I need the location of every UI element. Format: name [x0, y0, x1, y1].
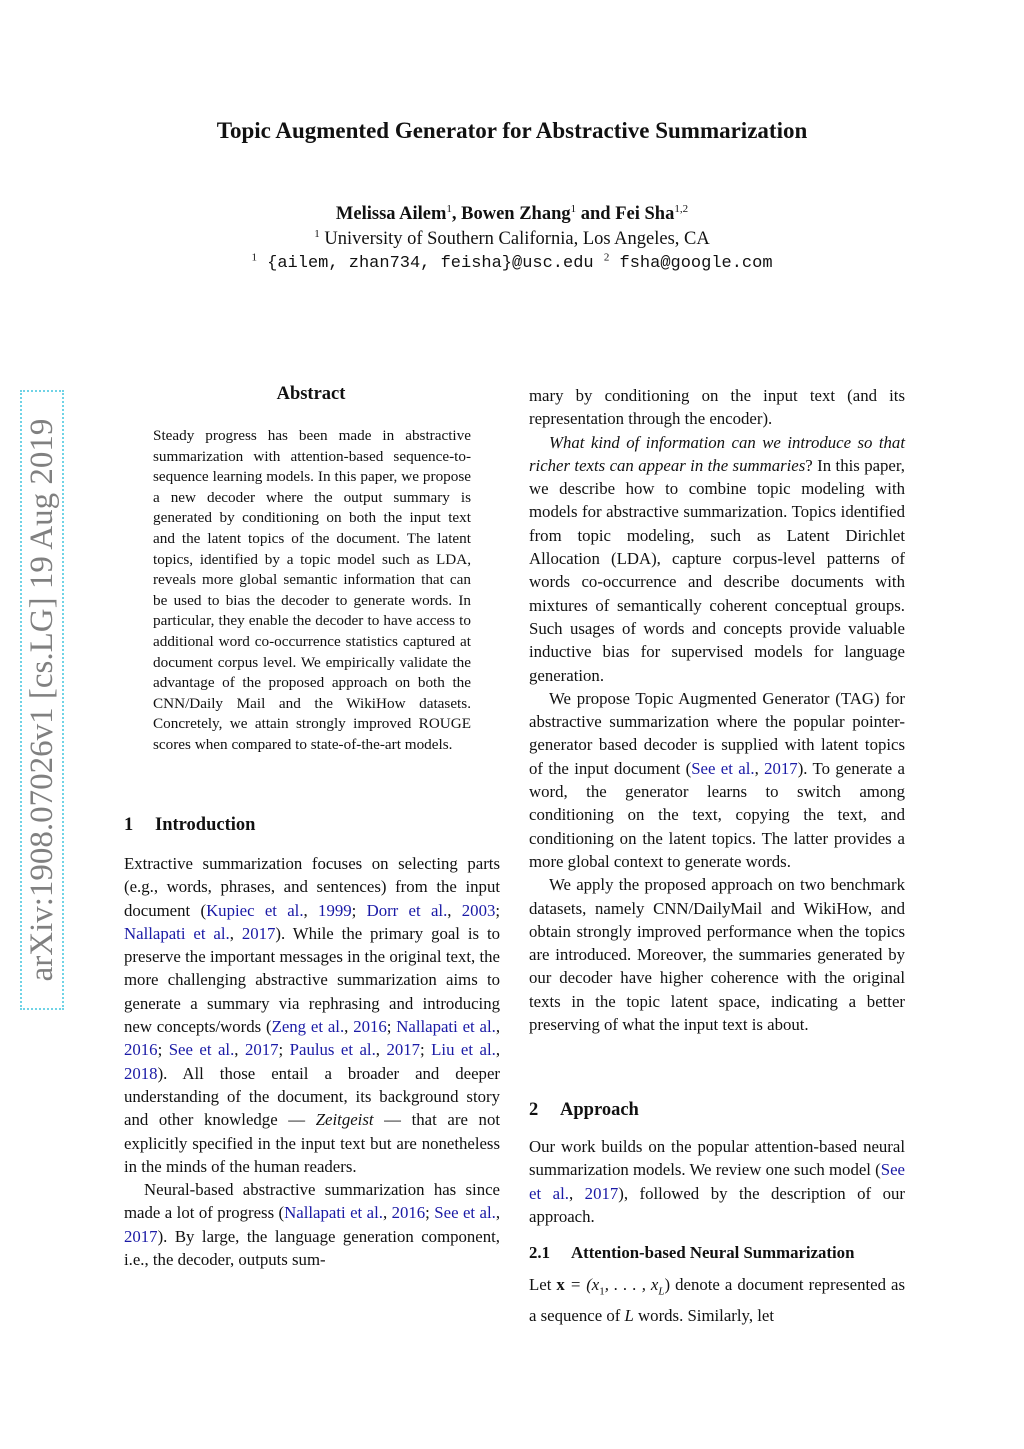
subsection-title: Attention-based Neural Summarization [571, 1243, 855, 1262]
text-run: Extractive summarization focuses on selecting parts (e.g., words, phrases, and sentences) from the input document ( [124, 854, 500, 920]
author-separator: and [576, 204, 616, 224]
text-run: ), followed by the description of our approach. [529, 1183, 905, 1226]
citation-link[interactable]: 2016 [124, 1040, 158, 1060]
text-run: ). To generate a word, the generator learns to switch among conditioning on the text, copying the text, and conditioning on the latent topics. The latter provides a more global context to generate words. [529, 758, 905, 871]
email: fsha@google.com [609, 254, 773, 273]
text-run: Neural-based abstractive summarization has since made a lot of progress ( [124, 1180, 500, 1223]
author-name: Fei Sha [615, 204, 675, 224]
affil-mark: 2 [603, 251, 610, 264]
text-run: ? In this paper, we describe how to combine topic modeling with models for abstractive summarization. Topics identified from topic modeling, such as Latent Dirichlet Allocation (LDA), capture corpus-level patterns of words co-occurrence and describe documents with mixtures of semantically coherent conceptual groups. Such usages of words and concepts provide valuable inductive bias for supervised models for language generation. [529, 455, 905, 685]
citation-link[interactable]: Nallapati et al. [396, 1017, 496, 1037]
citation-link[interactable]: 2017 [241, 923, 276, 943]
section-title: Approach [560, 1100, 639, 1120]
paper-title: Topic Augmented Generator for Abstractive Summarization [216, 118, 808, 143]
subsection-body [529, 1273, 905, 1327]
citation-link[interactable]: 2017 [764, 758, 798, 778]
paragraph: Neural-based abstractive summarization has since made a lot of progress (Nallapati et al., 2016; See et al., 2017). By large, the language generation component, i.e., the decoder, outputs sum- [124, 1180, 501, 1270]
author-affil-mark: 1 [446, 202, 452, 215]
author-name: Bowen Zhang [461, 204, 571, 224]
paragraph: Extractive summarization focuses on selecting parts (e.g., words, phrases, and sentences) from the input document (Kupiec et al., 1999; Dorr et al., 2003; Nallapati et al., 2017). While the primary goal is to preserve the important messages in the original text, the more challenging abstractive summarization aims to generate a summary via rephrasing and introducing new concepts/words (Zeng et al., 2016; Nallapati et al., 2016; See et al., 2017; Paulus et al., 2017; Liu et al., 2018). All those entail a broader and deeper understanding of the document, its background story and other knowledge — Zeitgeist — that are not explicitly specified in the input text but are nonetheless in the minds of the human readers. [124, 854, 501, 1176]
citation-link[interactable]: Zeng et al. [271, 1017, 345, 1037]
affil-mark: 1 [314, 227, 320, 240]
paragraph: Our work builds on the popular attention-based neural summarization models. We review one such model (See et al., 2017), followed by the description of our approach. [529, 1137, 905, 1226]
paragraph [529, 873, 905, 1036]
section-heading-approach [529, 1100, 639, 1121]
citation-link[interactable]: Dorr et al. [366, 900, 448, 920]
subsection-number: 2.1 [529, 1243, 550, 1262]
abstract-heading: Abstract [276, 384, 346, 404]
affil-mark: 1 [251, 251, 257, 264]
citation-link[interactable]: 2017 [244, 1040, 279, 1060]
approach-body [529, 1135, 905, 1228]
text-run: ). While the primary goal is to preserve the important messages in the original text, the more challenging abstractive summarization aims to generate a summary via rephrasing and introducing new concepts/words ( [124, 923, 500, 1037]
author-affil-mark: 1,2 [674, 202, 689, 215]
italic-text: What kind of information can we introduce so that richer texts can appear in the summaries [529, 432, 905, 475]
right-column-body [529, 384, 905, 1036]
author-separator: , [451, 204, 462, 224]
citation-link[interactable]: 2017 [386, 1040, 421, 1060]
citation-link[interactable]: 2017 [124, 1226, 158, 1246]
subsection-heading [529, 1243, 854, 1263]
abstract-body: Steady progress has been made in abstractive summarization with attention-based sequence-to-sequence learning models. In this paper, we propose a new decoder where the output summary is generated by conditioning on both the input text and the latent topics of the document. The latent topics, identified by a topic model such as LDA, reveals more global semantic information that can be used to bias the decoder to generate words. In particular, they enable the decoder to have access to additional word co-occurrence statistics captured at document corpus level. We empirically validate the advantage of the proposed approach on both the CNN/Daily Mail and the WikiHow datasets. Concretely, we attain strongly improved ROUGE scores when compared to state-of-the-art models. [153, 427, 471, 753]
text-run: — that are not explicitly specified in the input text but are nonetheless in the minds of the human readers. [124, 1110, 500, 1176]
citation-link[interactable]: Nallapati et al. [284, 1203, 383, 1223]
citation-link[interactable]: 2016 [391, 1203, 426, 1223]
text-run: ). By large, the language generation component, i.e., the decoder, outputs sum- [124, 1226, 500, 1270]
citation-link[interactable]: See et al. [691, 758, 755, 778]
author-affil-mark: 1 [570, 202, 577, 215]
paragraph: Let $x = (x_1$, . . . , $x_L$) denote a document represented as a sequence of L words. Similarly, let [529, 1275, 905, 1325]
text-run: Our work builds on the popular attention-based neural summarization models. We review one such model ( [529, 1137, 905, 1180]
author-name: Melissa Ailem [335, 204, 447, 224]
citation-link[interactable]: See et al. [168, 1040, 235, 1060]
citation-link[interactable]: 2003 [461, 900, 496, 920]
italic-text: Zeitgeist [315, 1110, 374, 1130]
citation-link[interactable]: Liu et al. [431, 1040, 496, 1060]
affiliation-text: University of Southern California, Los Angeles, CA [319, 229, 710, 249]
text-run: ). All those entail a broader and deeper understanding of the document, its background story and other knowledge — [124, 1063, 500, 1130]
citation-link[interactable]: See et al. [434, 1203, 496, 1223]
citation-link[interactable]: 2017 [584, 1183, 619, 1203]
section-heading-introduction [124, 815, 255, 836]
arxiv-stamp: arXiv:1908.07026v1 [cs.LG] 19 Aug 2019 [20, 390, 64, 1010]
paragraph [529, 384, 905, 431]
math-symbol: x [556, 1275, 565, 1294]
paragraph [529, 431, 905, 687]
text-run: mary by conditioning on the input text (and its representation through the encoder). [529, 386, 905, 429]
section-number: 1 [124, 815, 134, 835]
citation-link[interactable]: See et al. [529, 1160, 905, 1203]
author-list [0, 204, 1024, 225]
text-run: We apply the proposed approach on two benchmark datasets, namely CNN/DailyMail and WikiHow, and obtain strongly improved performance when the topics are introduced. Moreover, the summaries generated by our decoder have higher coherence with the original texts in the topic latent space, indicating a better preserving of what the input text is about. [529, 875, 905, 1035]
math-symbol: L [624, 1305, 634, 1325]
citation-link[interactable]: Nallapati et al. [124, 923, 230, 943]
citation-link[interactable]: Kupiec et al. [206, 900, 304, 920]
left-column-body [124, 852, 500, 1271]
section-title: Introduction [155, 815, 256, 835]
citation-link[interactable]: 1999 [318, 900, 352, 920]
math-expr: = (x [564, 1275, 600, 1294]
author-emails [0, 251, 1024, 273]
affiliation [0, 229, 1024, 250]
citation-link[interactable]: Paulus et al. [289, 1040, 376, 1060]
paragraph: We propose Topic Augmented Generator (TAG) for abstractive summarization where the popular pointer-generator based decoder is supplied with latent topics of the input document (See et al., 2017). To generate a word, the generator learns to switch among conditioning on the text, copying the text, and conditioning on the latent topics. The latter provides a more global context to generate words. [529, 688, 905, 871]
section-number: 2 [529, 1100, 539, 1120]
email-group: {ailem, zhan734, feisha}@usc.edu [256, 254, 604, 273]
text-run: We propose Topic Augmented Generator (TAG) for abstractive summarization where the popular pointer-generator based decoder is supplied with latent topics of the input document ( [529, 688, 905, 778]
citation-link[interactable]: 2018 [124, 1063, 158, 1083]
citation-link[interactable]: 2016 [353, 1017, 387, 1037]
